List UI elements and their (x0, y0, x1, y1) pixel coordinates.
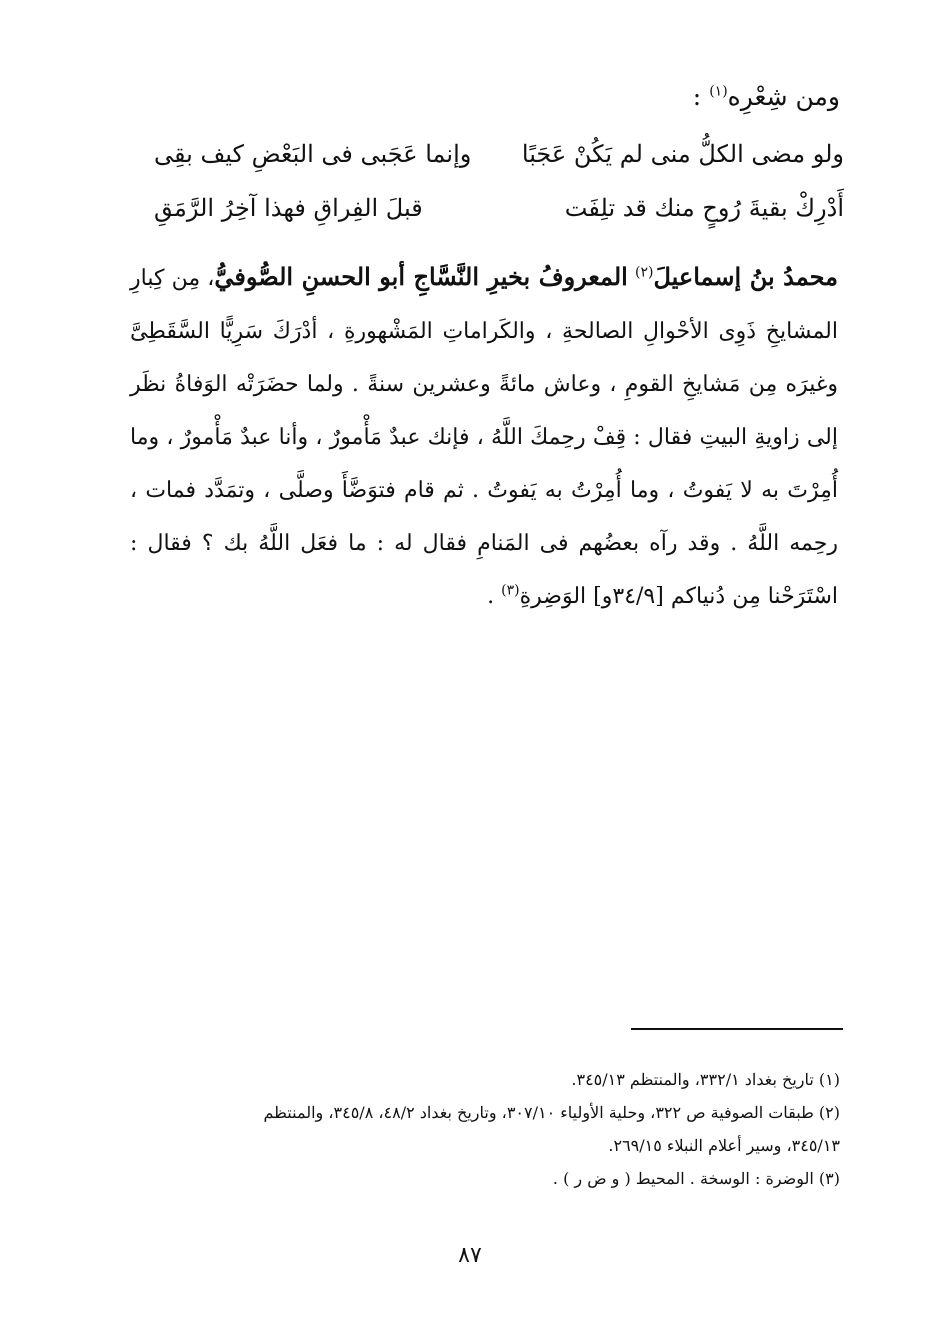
footnote-line-3: (٣) الوضرة : الوسخة . المحيط ( و ض ر ) . (552, 1169, 840, 1188)
poetry-intro (440, 82, 840, 111)
entry-body-text: ، مِن كِبارِ المشايخِ ذَوِى الأحْوالِ الصالحةِ ، والكَراماتِ المَشْهورةِ ، أدْرَكَ سَرِيًّا السَّقَطِىَّ وغيرَه مِن مَشايخِ القومِ ، وعاش مائةً وعشرين سنةً . ولما حضَرَتْه الوَفاةُ نظَر إلى زاويةِ البيتِ فقال : قِفْ رحِمكَ اللَّهُ ، فإنك عبدٌ مَأْمورٌ ، وأنا عبدٌ مَأْمورٌ ، وما أُمِرْتَ به لا يَفوتُ ، وما أُمِرْتُ به يَفوتُ . ثم قام فتوَضَّأَ وصلَّى ، وتمَدَّد فمات ، رحِمه اللَّهُ . وقد رآه بعضُهم فى المَنامِ فقال له : ما فعَل اللَّهُ بك ؟ فقال : اسْتَرَحْنا مِن دُنياكم [٣٤/٩و] الوَضِرةِ (130, 266, 838, 609)
footnote-marker-2: (٢) (635, 264, 654, 281)
verse-2-second-hemistich: قبلَ الفِراقِ فهذا آخِرُ الرَّمَقِ (154, 194, 423, 222)
intro-colon: : (692, 82, 702, 111)
verse-1-first-hemistich: ولو مضى الكلُّ منى لم يَكُنْ عَجَبًا (521, 140, 844, 168)
entry-name-part1: محمدُ بنُ إسماعيلَ (653, 262, 839, 291)
footnote-divider (631, 1028, 843, 1030)
verse-line-2 (154, 194, 844, 240)
page-number: ٨٧ (458, 1243, 482, 1268)
footnote-line-1: (١) تاريخ بغداد ٣٣٢/١، والمنتظم ٣٤٥/١٣. (571, 1070, 840, 1089)
footnote-marker-1: (١) (709, 83, 728, 100)
footnotes (128, 1063, 840, 1195)
verse-1-second-hemistich: وإنما عَجَبى فى البَعْضِ كيف بقِى (154, 140, 472, 168)
biography-entry (130, 250, 838, 623)
intro-text: ومن شِعْرِه (727, 82, 840, 111)
entry-name-part2: المعروفُ بخيرِ النَّسَّاجِ أبو الحسنِ الصُّوفيُّ (214, 262, 628, 291)
verse-2-first-hemistich: أَدْرِكْ بقيةَ رُوحٍ منك قد تلِفَت (564, 194, 844, 222)
footnote-line-2: (٢) طبقات الصوفية ص ٣٢٢، وحلية الأولياء ٣٠٧/١٠، وتاريخ بغداد ٤٨/٢، ٣٤٥/٨، والمنتظم (263, 1103, 840, 1122)
footnote-line-2-continued: ٣٤٥/١٣، وسير أعلام النبلاء ٢٦٩/١٥. (608, 1136, 840, 1155)
entry-end-dot: . (487, 584, 495, 609)
footnote-marker-3: (٣) (501, 582, 520, 599)
verse-line-1 (154, 140, 844, 186)
